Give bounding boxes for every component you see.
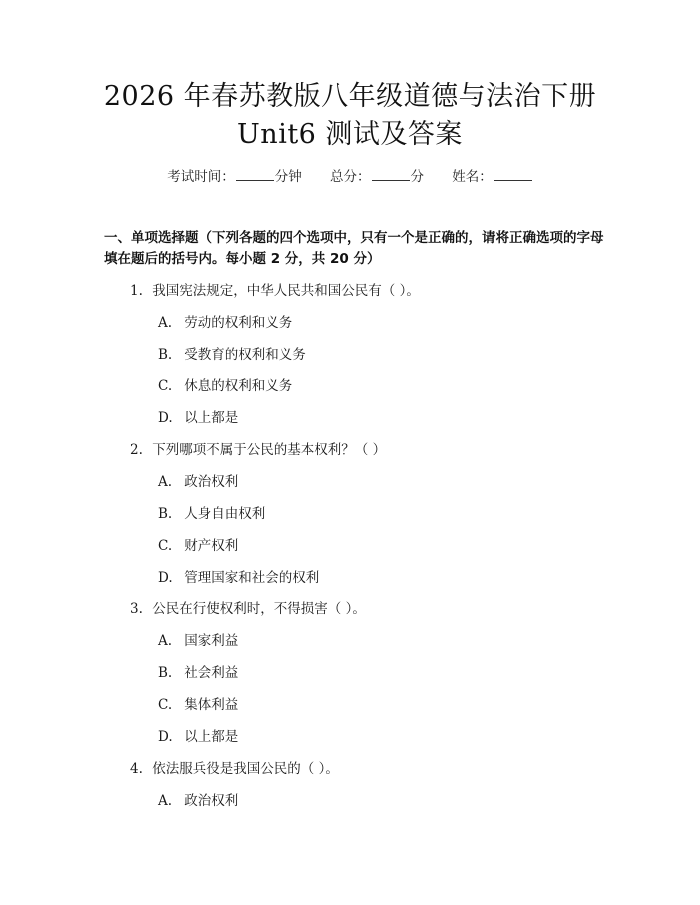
option-letter: A.	[158, 633, 173, 649]
option	[158, 505, 265, 523]
option-text: 人身自由权利	[184, 506, 266, 522]
option-letter: A.	[158, 315, 173, 331]
option-text: 以上都是	[184, 729, 239, 745]
option-text: 受教育的权利和义务	[184, 347, 306, 363]
total-score-field	[330, 169, 428, 185]
option	[158, 537, 238, 555]
question-text: 公民在行使权利时，不得损害（ ）。	[152, 601, 366, 617]
option	[158, 377, 292, 395]
exam-meta	[0, 168, 700, 186]
option-text: 社会利益	[184, 665, 239, 681]
name-label: 姓名：	[452, 169, 493, 185]
option-letter: D.	[158, 729, 173, 745]
option-letter: C.	[158, 538, 173, 554]
option	[158, 664, 238, 682]
question-number: 1.	[130, 283, 143, 299]
exam-time-blank	[236, 168, 274, 181]
option-text: 国家利益	[184, 633, 239, 649]
option	[158, 314, 292, 332]
exam-time-unit: 分钟	[274, 169, 302, 185]
option-text: 政治权利	[184, 474, 239, 490]
option	[158, 346, 306, 364]
option-letter: B.	[158, 506, 173, 522]
name-blank	[494, 168, 532, 181]
option	[158, 792, 238, 810]
question-number: 3.	[130, 601, 143, 617]
total-score-label: 总分：	[330, 169, 371, 185]
option-letter: D.	[158, 410, 173, 426]
option-letter: D.	[158, 570, 173, 586]
section-heading: 一、单项选择题（下列各题的四个选项中，只有一个是正确的，请将正确选项的字母填在题后的括号内。每小题 2 分，共 20 分）	[104, 230, 604, 267]
question-number: 2.	[130, 442, 143, 458]
question	[130, 441, 386, 459]
option-letter: B.	[158, 665, 173, 681]
total-score-blank	[372, 168, 410, 181]
exam-time-label: 考试时间：	[167, 169, 235, 185]
option-text: 集体利益	[184, 697, 239, 713]
option-letter: A.	[158, 793, 173, 809]
question	[130, 282, 420, 300]
total-score-unit: 分	[410, 169, 424, 185]
doc-title-line2: Unit6 测试及答案	[237, 119, 463, 150]
question	[130, 760, 339, 778]
doc-title-line1: 2026 年春苏教版八年级道德与法治下册	[103, 81, 597, 112]
option	[158, 569, 319, 587]
option	[158, 728, 238, 746]
question	[130, 600, 366, 618]
option-letter: C.	[158, 378, 173, 394]
option-text: 休息的权利和义务	[184, 378, 293, 394]
name-field	[452, 169, 533, 185]
question-text: 依法服兵役是我国公民的（ ）。	[152, 761, 339, 777]
option	[158, 409, 238, 427]
question-text: 我国宪法规定，中华人民共和国公民有（ ）。	[152, 283, 420, 299]
question-text: 下列哪项不属于公民的基本权利？（ ）	[152, 442, 387, 458]
option	[158, 696, 238, 714]
option-text: 政治权利	[184, 793, 239, 809]
option-text: 以上都是	[184, 410, 239, 426]
option-text: 管理国家和社会的权利	[184, 570, 320, 586]
option	[158, 473, 238, 491]
question-number: 4.	[130, 761, 143, 777]
exam-time-field	[167, 169, 306, 185]
option-letter: B.	[158, 347, 173, 363]
option-letter: A.	[158, 474, 173, 490]
option-text: 财产权利	[184, 538, 239, 554]
option-text: 劳动的权利和义务	[184, 315, 293, 331]
option	[158, 632, 238, 650]
option-letter: C.	[158, 697, 173, 713]
